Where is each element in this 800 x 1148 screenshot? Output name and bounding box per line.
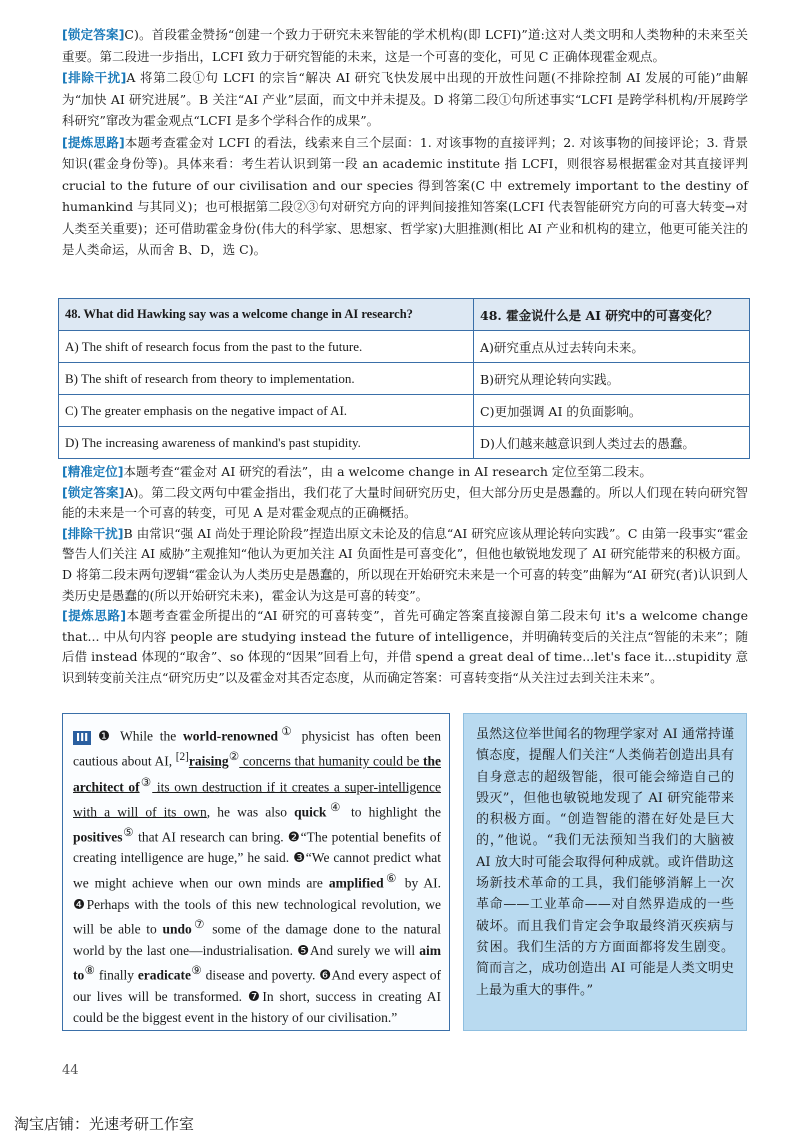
question-en: 48. What did Hawking say was a welcome change in AI research? <box>59 299 474 331</box>
option-b-en: B) The shift of research from theory to implementation. <box>59 363 474 395</box>
keyword: amplified <box>328 875 384 891</box>
keyword: raising <box>188 753 229 769</box>
passage-text: In short, success in creating AI could be the biggest event in the history of our civilisation.” <box>73 988 441 1025</box>
lock-answer-tag: [锁定答案] <box>62 484 125 500</box>
passage-text: some of the damage done to the natural world by the last one—industrialisation. <box>73 921 442 958</box>
passage-text: And surely we will <box>309 942 420 958</box>
passage-text: Perhaps with the tools of this new technological revolution, we will be able to <box>73 896 441 937</box>
english-passage-box <box>62 713 450 1031</box>
sentence-number: ❻ <box>319 967 332 984</box>
sentence-number: ❺ <box>297 942 310 959</box>
refine-tag: [提炼思路] <box>62 134 125 150</box>
footnote-mark: ⑧ <box>84 965 96 978</box>
passage-text: While the <box>113 728 183 744</box>
paragraph-badge: III <box>73 731 91 745</box>
option-d-cn: D)人们越来越意识到人类过去的愚蠢。 <box>474 427 750 459</box>
question-header-row <box>59 299 750 331</box>
passage-text: concerns that humanity could be <box>239 753 424 769</box>
exclude-tag: [排除干扰] <box>62 525 124 541</box>
footnote-mark: ④ <box>326 801 344 814</box>
passage-text: , he was also <box>206 804 295 820</box>
lock-answer-tag: [锁定答案] <box>62 27 125 42</box>
sentence-number: ❸ <box>293 850 306 867</box>
footnote-mark: ⑦ <box>191 919 207 932</box>
footnote-mark: ⑨ <box>191 965 202 978</box>
chinese-translation-box <box>463 713 747 1031</box>
footnote-mark: ⑤ <box>122 827 134 840</box>
keyword: aim to <box>73 942 441 983</box>
lock-answer-text: C)。首段霍金赞扬“创建一个致力于研究未来智能的学术机构(即 LCFI)”道:这对人类文明和人类物种的未来至关重要。第二段进一步指出，LCFI 致力于研究智能的未来，这是一个可喜的变化，可见 C 正确体现霍金观点。 <box>62 27 748 64</box>
lock-answer-text: A)。第二段文两句中霍金指出，我们花了大量时间研究历史，但大部分历史是愚蠢的。所以人们现在转向研究智能的未来是一个可喜的转变，可见 A 是对霍金观点的正确概括。 <box>62 484 748 521</box>
option-a-cn: A)研究重点从过去转向未来。 <box>474 331 750 363</box>
question-table <box>58 298 750 459</box>
sentence-number: ❷ <box>287 829 301 846</box>
refine-tag: [提炼思路] <box>62 608 127 624</box>
keyword: quick <box>294 804 327 820</box>
option-a-en: A) The shift of research focus from the past to the future. <box>59 331 474 363</box>
footnote-mark: ⑥ <box>383 873 399 886</box>
option-row <box>59 427 750 459</box>
analysis-47 <box>62 24 748 261</box>
option-row <box>59 395 750 427</box>
refine-text: 本题考查霍金所提出的“AI 研究的可喜转变”，首先可确定答案直接源自第二段末句 it's a welcome change that... 中从句内容 people are studying instead the future of intelligence，并明确转变后的关注点“智能的未来”；随后借 instead 体现的“取舍”、so 体现的“因果”回看上句，并借 spend a great deal of time...let's face it...stupidity 意识到转变前关注点“研究历史”以及霍金对其否定态度，从而确定答案：可喜转变指“从关注过去到关注未来”。 <box>62 608 748 685</box>
option-c-cn: C)更加强调 AI 的负面影响。 <box>474 395 750 427</box>
keyword: eradicate <box>137 967 192 983</box>
footnote-mark: ③ <box>139 776 153 789</box>
option-row <box>59 331 750 363</box>
exclude-text: B 由常识“强 AI 尚处于理论阶段”捏造出原文未论及的信息“AI 研究应该从理论转向实践”。C 由第一段事实“霍金警告人们关注 AI 威胁”主观推知“他认为更加关注 AI 负面性是可喜变化”，但他也敏锐地发现了 AI 研究能带来的积极方面。D 将第二段末两句逻辑“霍金认为人类历史是愚蠢的，所以现在开始研究未来是一个可喜的转变”曲解为“AI 研究(者)认识到人类历史是愚蠢的(所以开始研究未来)，霍金认为这是可喜的转变”。 <box>62 525 748 603</box>
grammar-mark: [2] <box>175 751 189 764</box>
passage-text: “The potential benefits of creating intelligence are huge,” he said. <box>73 829 441 866</box>
passage-text: “We cannot predict what we might achieve when our own minds are <box>73 850 441 891</box>
english-passage <box>73 722 441 1028</box>
keyword: world-renowned <box>182 728 278 744</box>
passage-text: to highlight the <box>343 804 442 820</box>
option-b-cn: B)研究从理论转向实践。 <box>474 363 750 395</box>
footnote-mark: ① <box>278 726 295 738</box>
keyword: the architect of <box>73 753 442 795</box>
option-c-en: C) The greater emphasis on the negative impact of AI. <box>59 395 474 427</box>
option-row <box>59 363 750 395</box>
option-d-en: D) The increasing awareness of mankind's past stupidity. <box>59 427 474 459</box>
chinese-translation: 虽然这位举世闻名的物理学家对 AI 通常持谨慎态度，提醒人们关注“人类倘若创造出具有自身意志的超级智能，很可能会缔造自己的毁灭”，但他也敏锐地发现了 AI 研究能带来的积极方面。“创造智能的潜在好处是巨大的，”他说。“我们无法预知当我们的大脑被 AI 放大时可能会取得何种成就。或许借助这场新技术革命的工具，我们能够消解上一次革命——工业革命——对自然界造成的一些破坏。而且我们肯定会争取最终消灭疾病与贫困。我们生活的方方面面都将发生剧变。简而言之，成功创造出 AI 可能是人类文明史上最为重大的事件。” <box>476 727 734 998</box>
passage-text: that AI research can bring. <box>134 829 288 845</box>
passage-text: finally <box>95 967 138 983</box>
footer-shop: 淘宝店铺：光速考研工作室 <box>14 1115 195 1133</box>
sentence-number: ❹ <box>73 896 87 913</box>
sentence-number: ❶ <box>98 728 114 745</box>
passage-text: disease and poverty. <box>201 967 320 983</box>
refine-text: 本题考查霍金对 LCFI 的看法，线索来自三个层面：1. 对该事物的直接评判；2. 对该事物的间接评论；3. 背景知识(霍金身份等)。具体来看：考生若认识到第一段 an academic institute 指 LCFI，则很容易根据霍金对其直接评判 crucial to the future of our civilisation and our species 得到答案(C 中 extremely important to the destiny of humankind 与其同义)；也可根据第二段②③句对研究方向的评判间接推知答案(LCFI 代表智能研究方向的可喜大转变→对人类至关重要)；还可借助霍金身份(伟大的科学家、思想家、哲学家)大胆推测(相比 AI 产业和机构的建立，他更可能关注的是人类命运，从而舍 B、D，选 C)。 <box>62 134 748 257</box>
passage-text: And every aspect of our lives will be transformed. <box>73 967 441 1004</box>
locate-tag: [精准定位] <box>62 464 124 479</box>
analysis-48 <box>62 462 748 689</box>
exclude-tag: [排除干扰] <box>62 70 127 85</box>
sentence-number: ❼ <box>247 988 263 1005</box>
keyword: positives <box>73 829 123 845</box>
footnote-mark: ② <box>228 751 240 764</box>
exclude-text: A 将第二段①句 LCFI 的宗旨“解决 AI 研究飞快发展中出现的开放性问题(不排除控制 AI 发展的可能)”曲解为“加快 AI 研究进展”。B 关注“AI 产业”层面，而文中并未提及。D 将第二段①句所述事实“LCFI 是跨学科机构/开展跨学科研究”窜改为霍金观点“LCFI 是多个学科合作的成果”。 <box>62 70 748 128</box>
question-cn: 48. 霍金说什么是 AI 研究中的可喜变化？ <box>474 299 750 331</box>
passage-text: its own destruction if it creates a super-intelligence with a will of its own <box>73 779 441 820</box>
keyword: undo <box>162 921 192 937</box>
passage-text: physicist has often been cautious about AI, <box>73 728 442 769</box>
page-number: 44 <box>62 1063 79 1078</box>
passage-text: by AI. <box>398 875 442 891</box>
locate-text: 本题考查“霍金对 AI 研究的看法”，由 a welcome change in AI research 定位至第二段末。 <box>123 464 652 479</box>
